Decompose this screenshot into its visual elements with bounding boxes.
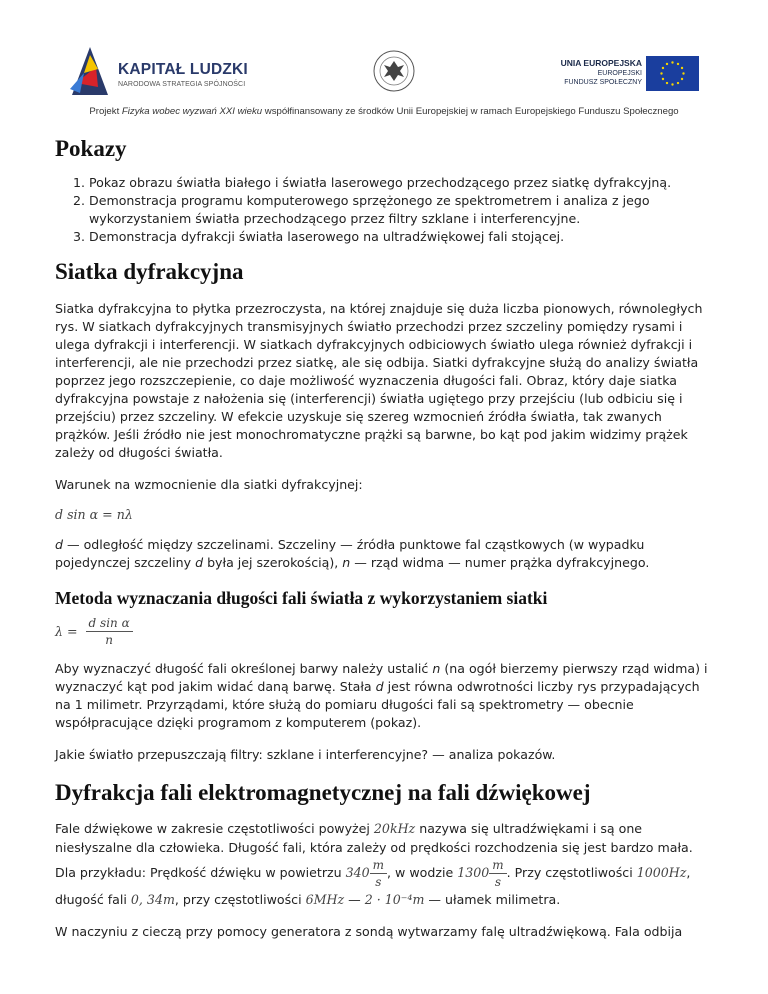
list-item: 2. Demonstracja programu komputerowego sprzężonego ze spektrometrem i analiza z jego wykorzystaniem światła przechodzącego przez filtry szklane i interferencyjne. <box>89 192 715 228</box>
project-line <box>0 106 768 117</box>
paragraph <box>55 819 715 909</box>
kapital-ludzki-logo <box>68 43 268 103</box>
math-number: 340 <box>345 865 370 880</box>
var-d: d <box>195 555 204 570</box>
kapital-ludzki-mark-icon <box>68 43 112 99</box>
section-title-pokazy: Pokazy <box>55 136 127 161</box>
formula-fraction <box>86 615 133 648</box>
math-inline: 2 · 10⁻⁴m <box>364 892 425 907</box>
eu-star-icon <box>671 83 673 85</box>
var-n: n <box>342 555 351 570</box>
text-span: — rząd widma — numer prążka dyfrakcyjnego. <box>350 555 650 570</box>
math-denominator: s <box>375 875 382 889</box>
eu-star-icon <box>677 82 679 84</box>
math-numerator: m <box>370 857 387 874</box>
math-inline: 0, 34m <box>130 892 175 907</box>
var-d: d <box>375 679 384 694</box>
section-title-dyfrakcja: Dyfrakcja fali elektromagnetycznej na fali dźwiękowej <box>55 780 591 805</box>
text-span: , w wodzie <box>387 865 458 880</box>
eu-star-icon <box>660 72 662 74</box>
formula-numerator: d sin α <box>86 615 133 632</box>
text-span: , przy częstotliwości <box>174 892 306 907</box>
university-seal-icon <box>372 49 416 93</box>
math-inline: 6MHz <box>305 892 345 907</box>
text-span: — odległość między szczelinami. Szczeliny — źródła punktowe fal cząstkowych (w wypadku pojedynczej szczeliny <box>55 537 645 570</box>
math-inline: 1000Hz <box>636 865 687 880</box>
paragraph <box>55 536 715 572</box>
formula-lhs: λ = <box>55 624 78 639</box>
math-inline <box>457 858 506 889</box>
text-span: Aby wyznaczyć długość fali określonej barwy należy ustalić <box>55 661 433 676</box>
logo-subtitle: NARODOWA STRATEGIA SPÓJNOŚCI <box>118 81 246 88</box>
text-span: nazywa się ultradźwiękami i są one niesłyszalne dla człowieka. Długość fali, która zależy od prędkości rozchodzenia się jest bardzo mała. Dla przykładu: Prędkość dźwięku w powietrzu <box>55 821 693 880</box>
eu-line-3: FUNDUSZ SPOŁECZNY <box>564 79 642 86</box>
eu-line-1: UNIA EUROPEJSKA <box>560 58 642 68</box>
paragraph: W naczyniu z cieczą przy pomocy generatora z sondą wytwarzamy falę ultradźwiękową. Fala odbija <box>55 924 683 939</box>
var-d: d <box>55 537 63 552</box>
math-fraction <box>489 857 506 890</box>
paragraph: Siatka dyfrakcyjna to płytka przezroczysta, na której znajduje się duża liczba pionowych, równoległych rys. W siatkach dyfrakcyjnych transmisyjnych światło przechodzi przez szczeliny pomiędzy rysami i ulega dyfrakcji i interferencji. W siatkach dyfrakcyjnych odbiciowych światło ulega również dyfrakcji i interferencji, ale nie przechodzi przez siatkę, ale się odbija. Siatki dyfrakcyjne służą do analizy światła poprzez jego rozszczepienie, co daje możliwość wyznaczenia długości fali. Obraz, który daje siatka dyfrakcyjna powstaje z nałożenia się (interferencji) światła ugiętego przy przejściu (lub odbiciu się i przejściu) przez szczeliny. W efekcie uzyskuje się szereg wzmocnień źródła światła, tak zwanych prążków. Jeśli źródło nie jest monochromatyczne prążki są barwne, bo kąt pod jakim widzimy prążek zależy od długości światła. <box>55 301 703 460</box>
eu-star-icon <box>666 82 668 84</box>
project-suffix: współfinansowany ze środków Unii Europejskiej w ramach Europejskiego Funduszu Społecznego <box>262 106 679 117</box>
math-numerator: m <box>489 857 506 874</box>
math-denominator: s <box>494 875 502 889</box>
formula-grating: d sin α = nλ <box>55 507 133 522</box>
eu-star-icon <box>682 72 684 74</box>
math-inline: 20kHz <box>373 821 416 836</box>
eu-star-icon <box>662 67 664 69</box>
eu-star-icon <box>666 63 668 65</box>
paragraph: Warunek na wzmocnienie dla siatki dyfrakcyjnej: <box>55 477 363 492</box>
text-span: jest równa odwrotności liczby rys przypadających na 1 milimetr. Przyrządami, które służą do pomiaru długości fali są spektrometry — obecnie współpracujące dzięki programom z komputerem (pokaz). <box>55 679 700 730</box>
logo-title: KAPITAŁ LUDZKI <box>118 61 248 78</box>
document-content <box>55 136 715 941</box>
formula-denominator: n <box>105 633 113 647</box>
text-span: , długość fali <box>55 865 691 907</box>
eu-star-icon <box>677 63 679 65</box>
paragraph <box>55 660 715 732</box>
text-span: (na ogół bierzemy pierwszy rząd widma) i wyznaczyć kąt pod jakim widać daną barwę. Stała <box>55 661 708 694</box>
eu-star-icon <box>662 78 664 80</box>
eu-star-icon <box>671 61 673 63</box>
list-item: 1. Pokaz obrazu światła białego i światła laserowego przechodzącego przez siatkę dyfrakcyjną. <box>89 174 715 192</box>
list-item: 3. Demonstracja dyfrakcji światła laserowego na ultradźwiękowej fali stojącej. <box>89 228 715 246</box>
project-prefix: Projekt <box>89 106 122 117</box>
text-span: była jej szerokością), <box>203 555 343 570</box>
math-number: 1300 <box>457 865 490 880</box>
text-span: — <box>344 892 365 907</box>
eu-flag-icon <box>646 56 699 91</box>
section-title-metoda: Metoda wyznaczania długości fali światła z wykorzystaniem siatki <box>55 588 548 608</box>
eu-star-icon <box>681 67 683 69</box>
section-title-siatka: Siatka dyfrakcyjna <box>55 259 244 284</box>
math-fraction <box>370 857 387 890</box>
formula-lambda <box>55 615 715 648</box>
text-span: Fale dźwiękowe w zakresie częstotliwości powyżej <box>55 821 374 836</box>
eu-star-icon <box>681 78 683 80</box>
math-inline <box>345 858 387 889</box>
eu-line-2: EUROPEJSKI <box>597 70 642 77</box>
eu-text-block <box>520 58 642 87</box>
paragraph: Jakie światło przepuszczają filtry: szklane i interferencyjne? — analiza pokazów. <box>55 747 556 762</box>
page-header <box>0 0 768 140</box>
project-title: Fizyka wobec wyzwań XXI wieku <box>121 106 263 117</box>
text-span: . Przy częstotliwości <box>506 865 637 880</box>
pokazy-list <box>55 174 715 246</box>
text-span: — ułamek milimetra. <box>424 892 561 907</box>
var-n: n <box>432 661 441 676</box>
